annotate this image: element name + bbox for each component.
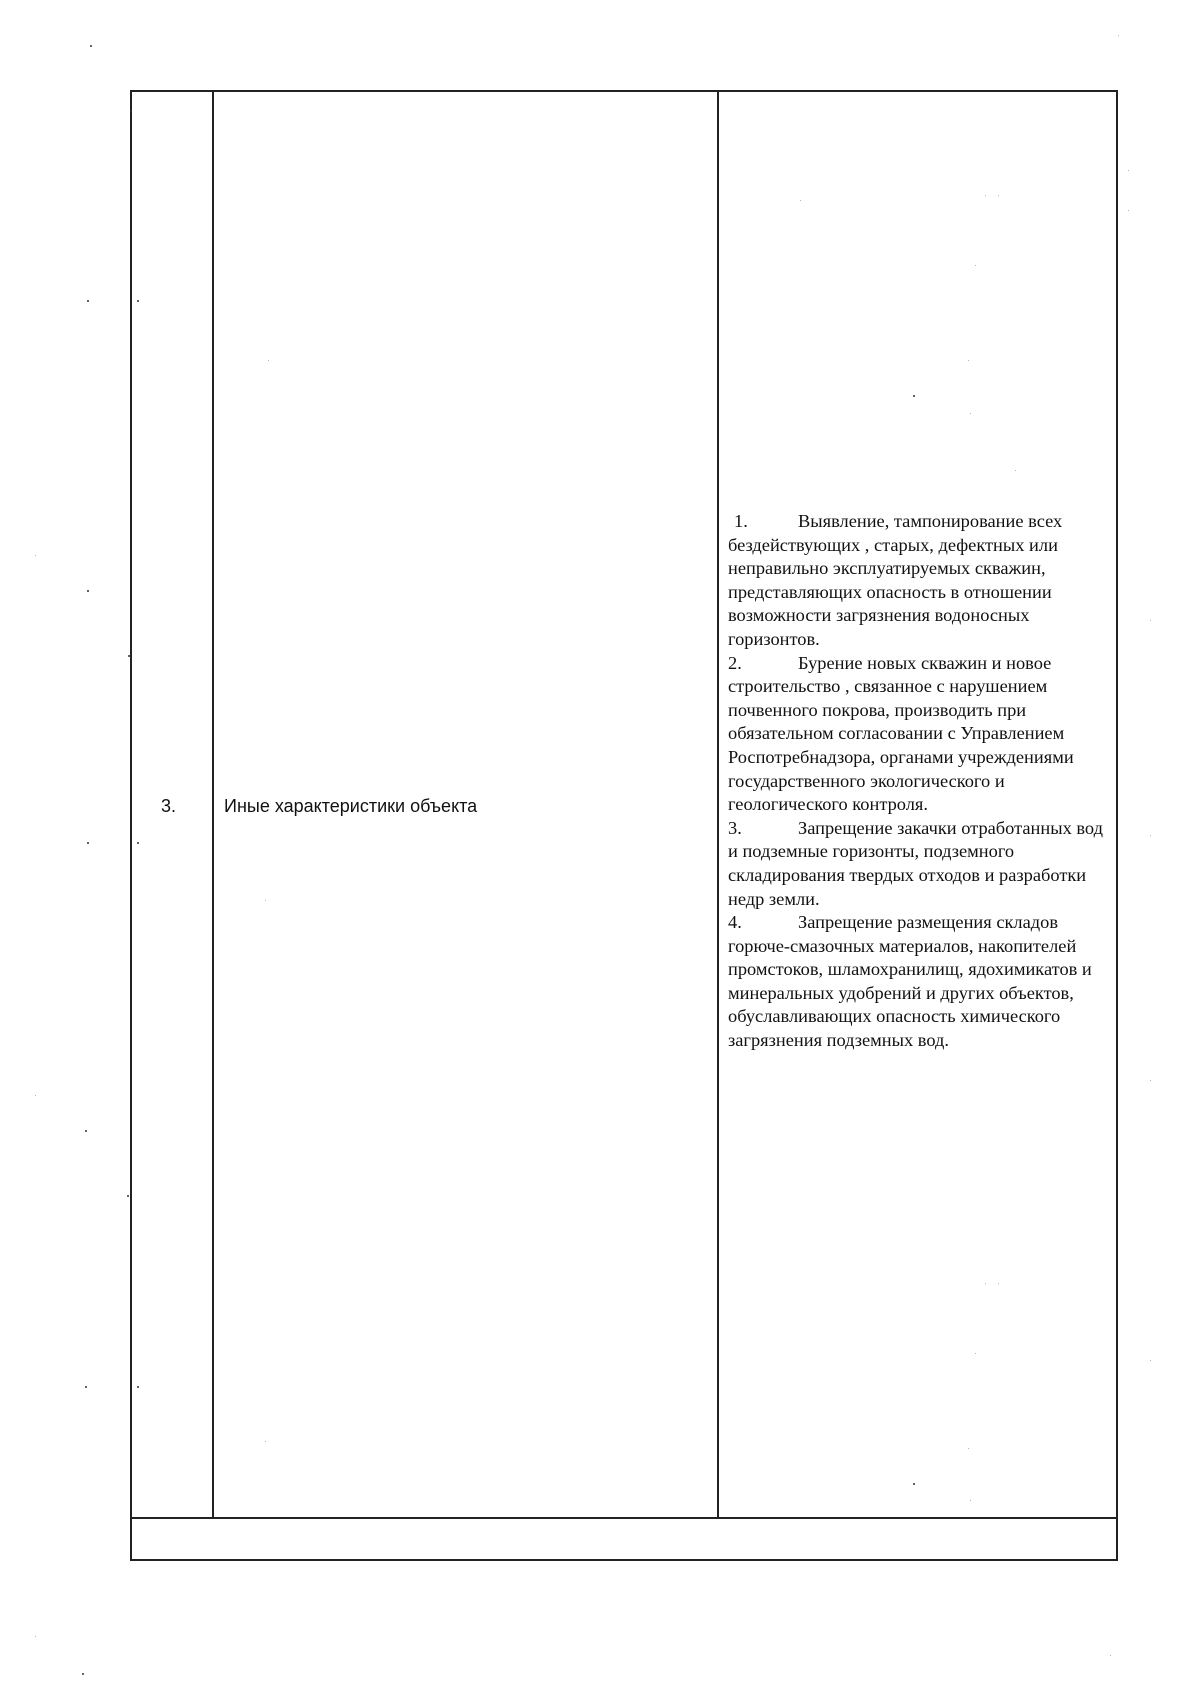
scan-speck [35, 1095, 36, 1096]
measure-number: 2. [728, 652, 742, 673]
scan-speck [985, 195, 986, 196]
row-divider [130, 1517, 1118, 1519]
scan-speck [265, 1441, 266, 1442]
row-label: Иные характеристики объекта [224, 796, 478, 816]
scan-speck [1118, 35, 1119, 36]
scan-speck [1150, 835, 1151, 836]
scan-speck [137, 300, 139, 302]
measure-text: Бурение новых скважин и новое строительство , связанное с нарушением почвенного покрова, производить при обязательном согласовании с Управлением Роспотребнадзора, органами учреждениями государственного экологического и геологического контроля. [728, 652, 1074, 815]
scan-speck [90, 45, 92, 47]
scan-speck [87, 842, 89, 844]
scan-speck [265, 900, 266, 901]
scan-speck [127, 1195, 129, 1197]
row-number: 3. [161, 796, 177, 816]
scan-speck [975, 1353, 976, 1354]
measure-number: 3. [728, 817, 742, 838]
column-divider-2 [717, 90, 719, 1518]
scan-speck [1015, 470, 1016, 471]
scan-speck [128, 655, 130, 657]
measure-text: Выявление, тампонирование всех бездействующих , старых, дефектных или неправильно эксплуатируемых скважин, представляющих опасность в отношении возможности загрязнения водоносных горизонтов. [728, 511, 1063, 649]
scan-speck [1128, 170, 1129, 171]
scan-speck [913, 395, 915, 397]
scan-speck [137, 1386, 139, 1388]
measures-list [728, 510, 1114, 1053]
measure-item [728, 817, 1114, 911]
measure-number: 1. [734, 511, 748, 531]
scan-speck [82, 1673, 84, 1675]
measure-item [728, 510, 1114, 652]
scan-speck [985, 1283, 986, 1284]
scan-speck [800, 200, 801, 201]
scan-speck [970, 413, 971, 414]
scan-speck [85, 1130, 87, 1132]
scan-speck [130, 110, 132, 112]
scan-speck [998, 195, 999, 196]
table-top-border [130, 90, 1118, 92]
table-right-border [1116, 90, 1118, 1561]
table-bottom-border [130, 1559, 1118, 1561]
measure-number: 4. [728, 912, 742, 933]
scan-speck [1128, 210, 1129, 211]
scan-speck [1110, 1655, 1111, 1656]
scan-speck [968, 360, 969, 361]
scan-speck [913, 1483, 915, 1485]
scan-speck [1150, 620, 1151, 621]
column-divider-1 [212, 90, 214, 1518]
scan-speck [968, 1448, 969, 1449]
measure-item [728, 652, 1114, 817]
scan-speck [137, 842, 139, 844]
scan-speck [87, 300, 89, 302]
scan-speck [87, 590, 89, 592]
scan-speck [85, 1386, 87, 1388]
scan-speck [998, 1283, 999, 1284]
scan-speck [1150, 1360, 1151, 1361]
measure-item [728, 911, 1114, 1053]
scan-speck [975, 265, 976, 266]
scan-speck [1150, 1080, 1151, 1081]
measure-text: Запрещение размещения складов горюче-смазочных материалов, накопителей промстоков, шламохранилищ, ядохимикатов и минеральных удобрений и других объектов, обуславливающих опасность химического загрязнения подземных вод. [728, 912, 1092, 1051]
table-left-border [130, 90, 132, 1561]
scan-speck [268, 360, 269, 361]
scan-speck [35, 1636, 36, 1637]
scan-speck [35, 555, 36, 556]
measure-text: Запрещение закачки отработанных вод и подземные горизонты, подземного складирования твердых отходов и разработки недр земли. [728, 817, 1103, 909]
scan-speck [970, 1500, 971, 1501]
